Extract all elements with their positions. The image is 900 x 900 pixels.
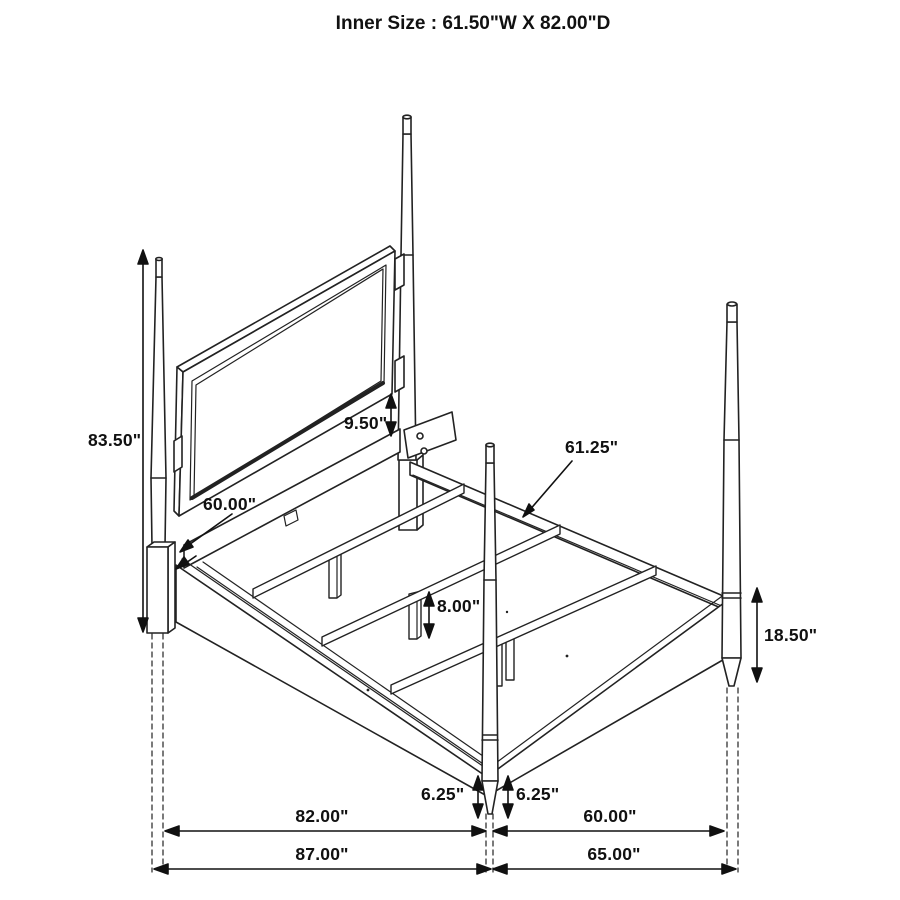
dim-outer-depth: 87.00" — [295, 844, 349, 864]
dim-post-height: 83.50" — [88, 430, 142, 450]
headboard — [174, 246, 404, 516]
dim-slat-leg-height: 8.00" — [437, 596, 481, 616]
bolt-hole — [417, 433, 423, 439]
dim-slat-length: 61.25" — [565, 437, 619, 457]
bolt-hole — [421, 448, 427, 454]
dim-headboard-width: 60.00" — [203, 494, 257, 514]
dim-headboard-gap: 9.50" — [344, 413, 388, 433]
page-title: Inner Size : 61.50"W X 82.00"D — [335, 13, 611, 34]
post-back-left — [147, 258, 175, 634]
dim-inner-depth: 82.00" — [295, 806, 349, 826]
post-front-right — [722, 302, 741, 686]
dim-outer-width: 65.00" — [587, 844, 641, 864]
dim-foot-right: 6.25" — [516, 784, 560, 804]
far-side-rail — [410, 462, 728, 611]
post-foot-cone — [722, 658, 741, 686]
dim-foot-left: 6.25" — [421, 784, 465, 804]
post-foot-cone — [482, 781, 498, 814]
dim-foot-post-height: 18.50" — [764, 625, 818, 645]
dim-inner-width: 60.00" — [583, 806, 637, 826]
